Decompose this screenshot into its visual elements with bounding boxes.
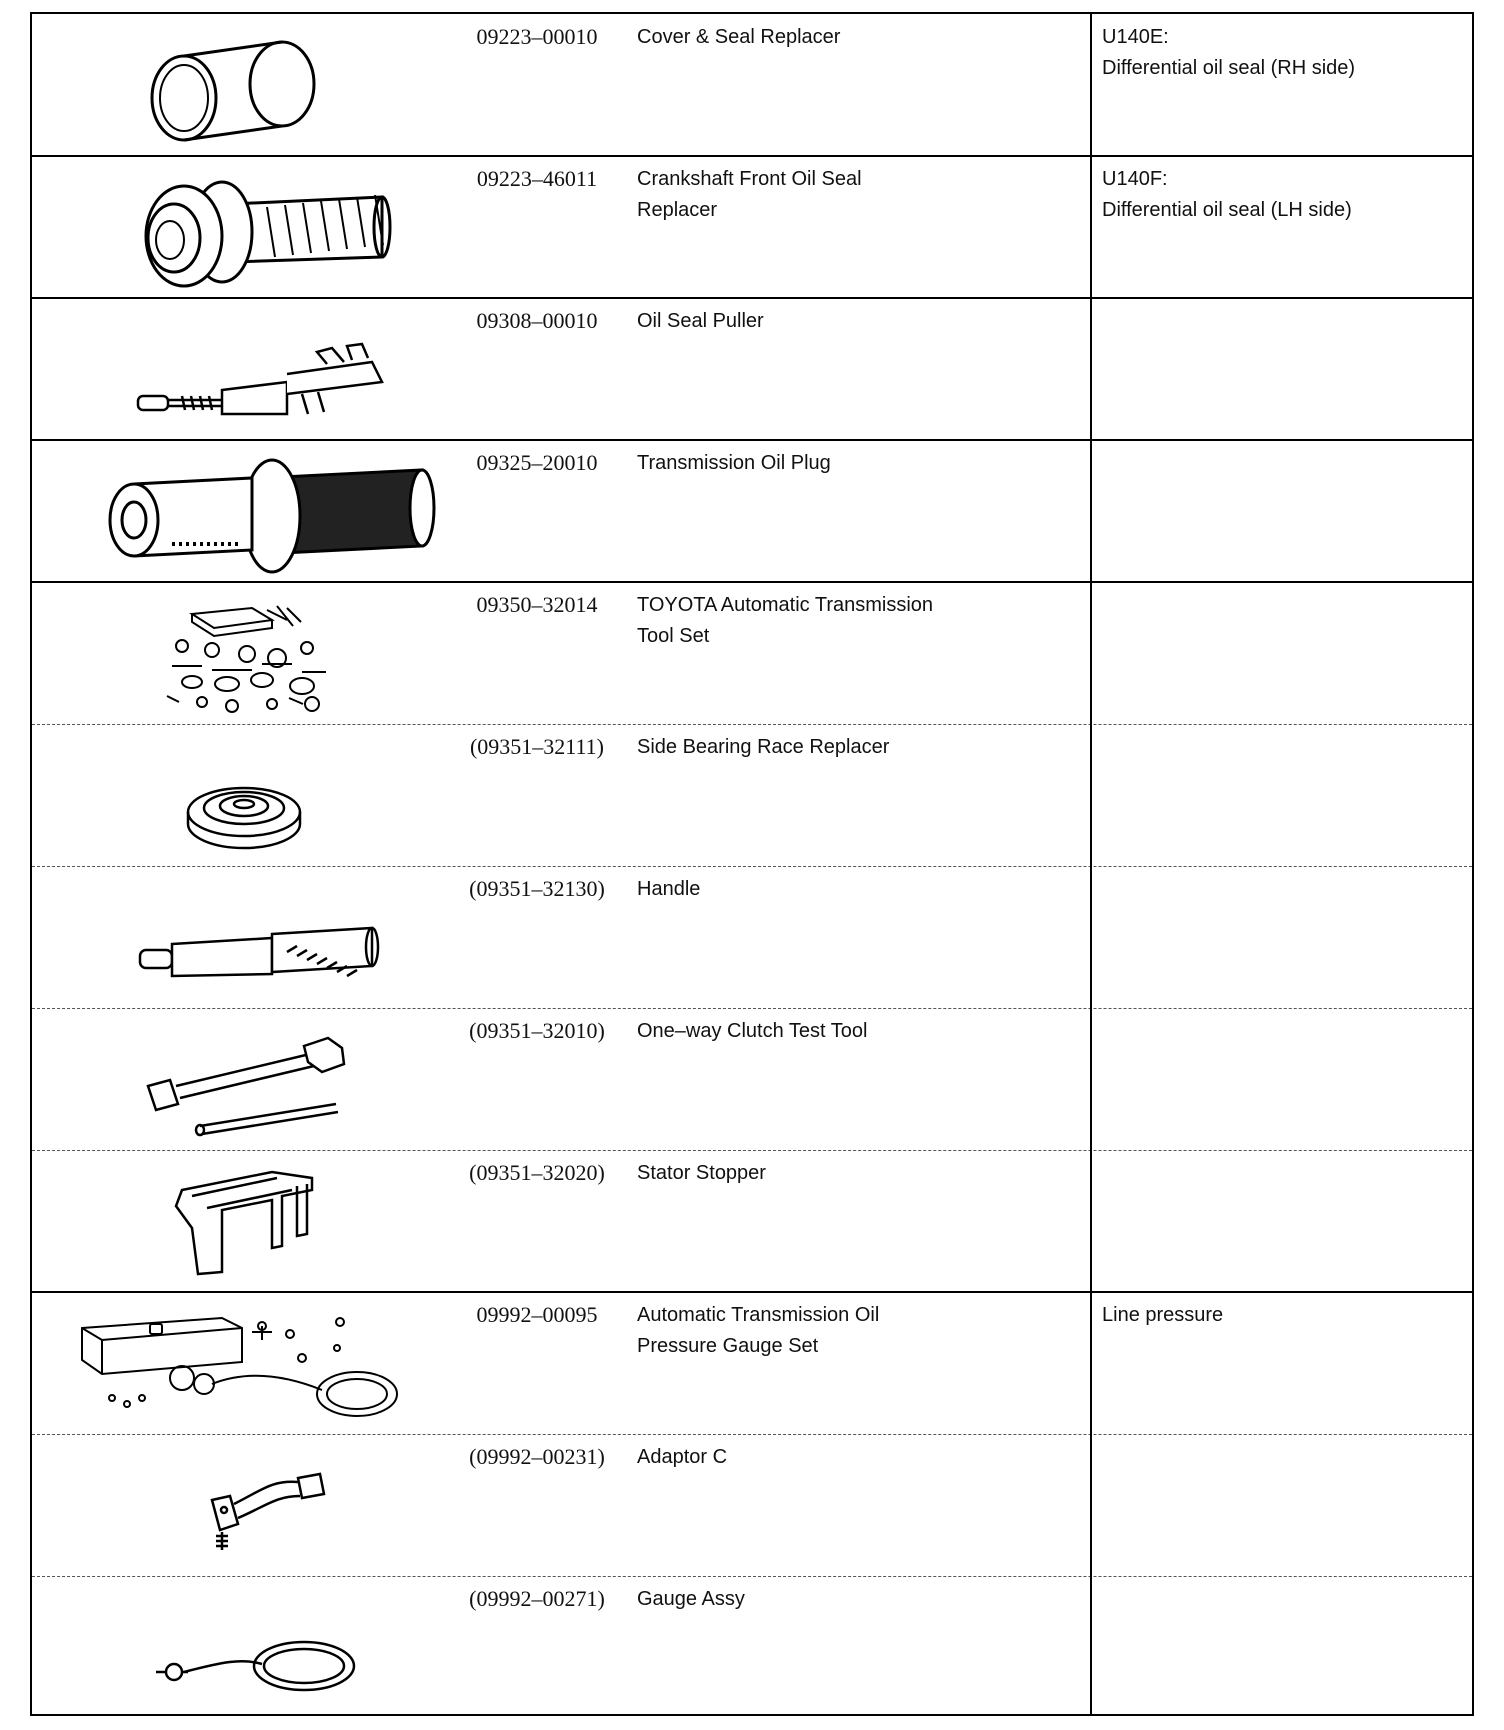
tool-set-icon: [72, 588, 442, 718]
part-number: (09351–32010): [469, 1018, 605, 1043]
handle-icon: [72, 872, 442, 1002]
table-row: [32, 440, 1472, 582]
table-row: [32, 1576, 1472, 1718]
part-number: (09992–00271): [469, 1586, 605, 1611]
part-number: 09223–00010: [476, 24, 598, 49]
oil-plug-icon: [72, 446, 442, 576]
stator-stopper-icon: [72, 1156, 442, 1286]
part-number: (09351–32130): [469, 876, 605, 901]
table-row: [32, 1008, 1472, 1150]
remark: U140F: Differential oil seal (LH side): [1102, 168, 1352, 221]
table-row: [32, 1434, 1472, 1576]
part-number: 09350–32014: [476, 592, 598, 617]
tool-name: Gauge Assy: [637, 1588, 745, 1610]
table-row: [32, 298, 1472, 440]
part-number: (09351–32111): [469, 734, 605, 759]
table-row: [32, 582, 1472, 724]
cylinder-sleeve-icon: [72, 20, 442, 150]
tool-name: Side Bearing Race Replacer: [637, 736, 890, 758]
remark: U140E: Differential oil seal (RH side): [1102, 26, 1356, 79]
clutch-test-tool-icon: [72, 1014, 442, 1144]
tool-name: Handle: [637, 878, 701, 900]
part-number: 09992–00095: [476, 1302, 598, 1327]
column-divider: [1090, 14, 1092, 1714]
table-row: [32, 14, 1472, 156]
race-replacer-icon: [72, 730, 442, 860]
tool-name: Stator Stopper: [637, 1162, 766, 1184]
tool-name: Automatic Transmission Oil Pressure Gauge Set: [637, 1304, 880, 1357]
oil-seal-puller-icon: [72, 304, 442, 434]
table-row: [32, 1150, 1472, 1292]
part-number: (09992–00231): [469, 1444, 605, 1469]
part-number: 09325–20010: [476, 450, 598, 475]
tool-name: Crankshaft Front Oil Seal Replacer: [637, 168, 862, 221]
tool-name: Transmission Oil Plug: [637, 452, 831, 474]
table-row: [32, 1292, 1472, 1434]
sst-table: [30, 12, 1474, 1716]
gauge-set-icon: [72, 1298, 442, 1428]
tool-name: Adaptor C: [637, 1446, 728, 1468]
part-number: 09308–00010: [476, 308, 598, 333]
remark: Line pressure: [1102, 1304, 1224, 1326]
part-number: (09351–32020): [469, 1160, 605, 1185]
tool-name: Cover & Seal Replacer: [637, 26, 841, 48]
tool-name: One–way Clutch Test Tool: [637, 1020, 868, 1042]
tool-name: TOYOTA Automatic Transmission Tool Set: [637, 594, 934, 647]
table-row: [32, 724, 1472, 866]
part-number: 09223–46011: [476, 166, 598, 191]
seal-replacer-icon: [72, 162, 442, 292]
adaptor-icon: [72, 1440, 442, 1570]
tool-name: Oil Seal Puller: [637, 310, 764, 332]
table-row: [32, 156, 1472, 298]
table-row: [32, 866, 1472, 1008]
gauge-assy-icon: [72, 1582, 442, 1712]
